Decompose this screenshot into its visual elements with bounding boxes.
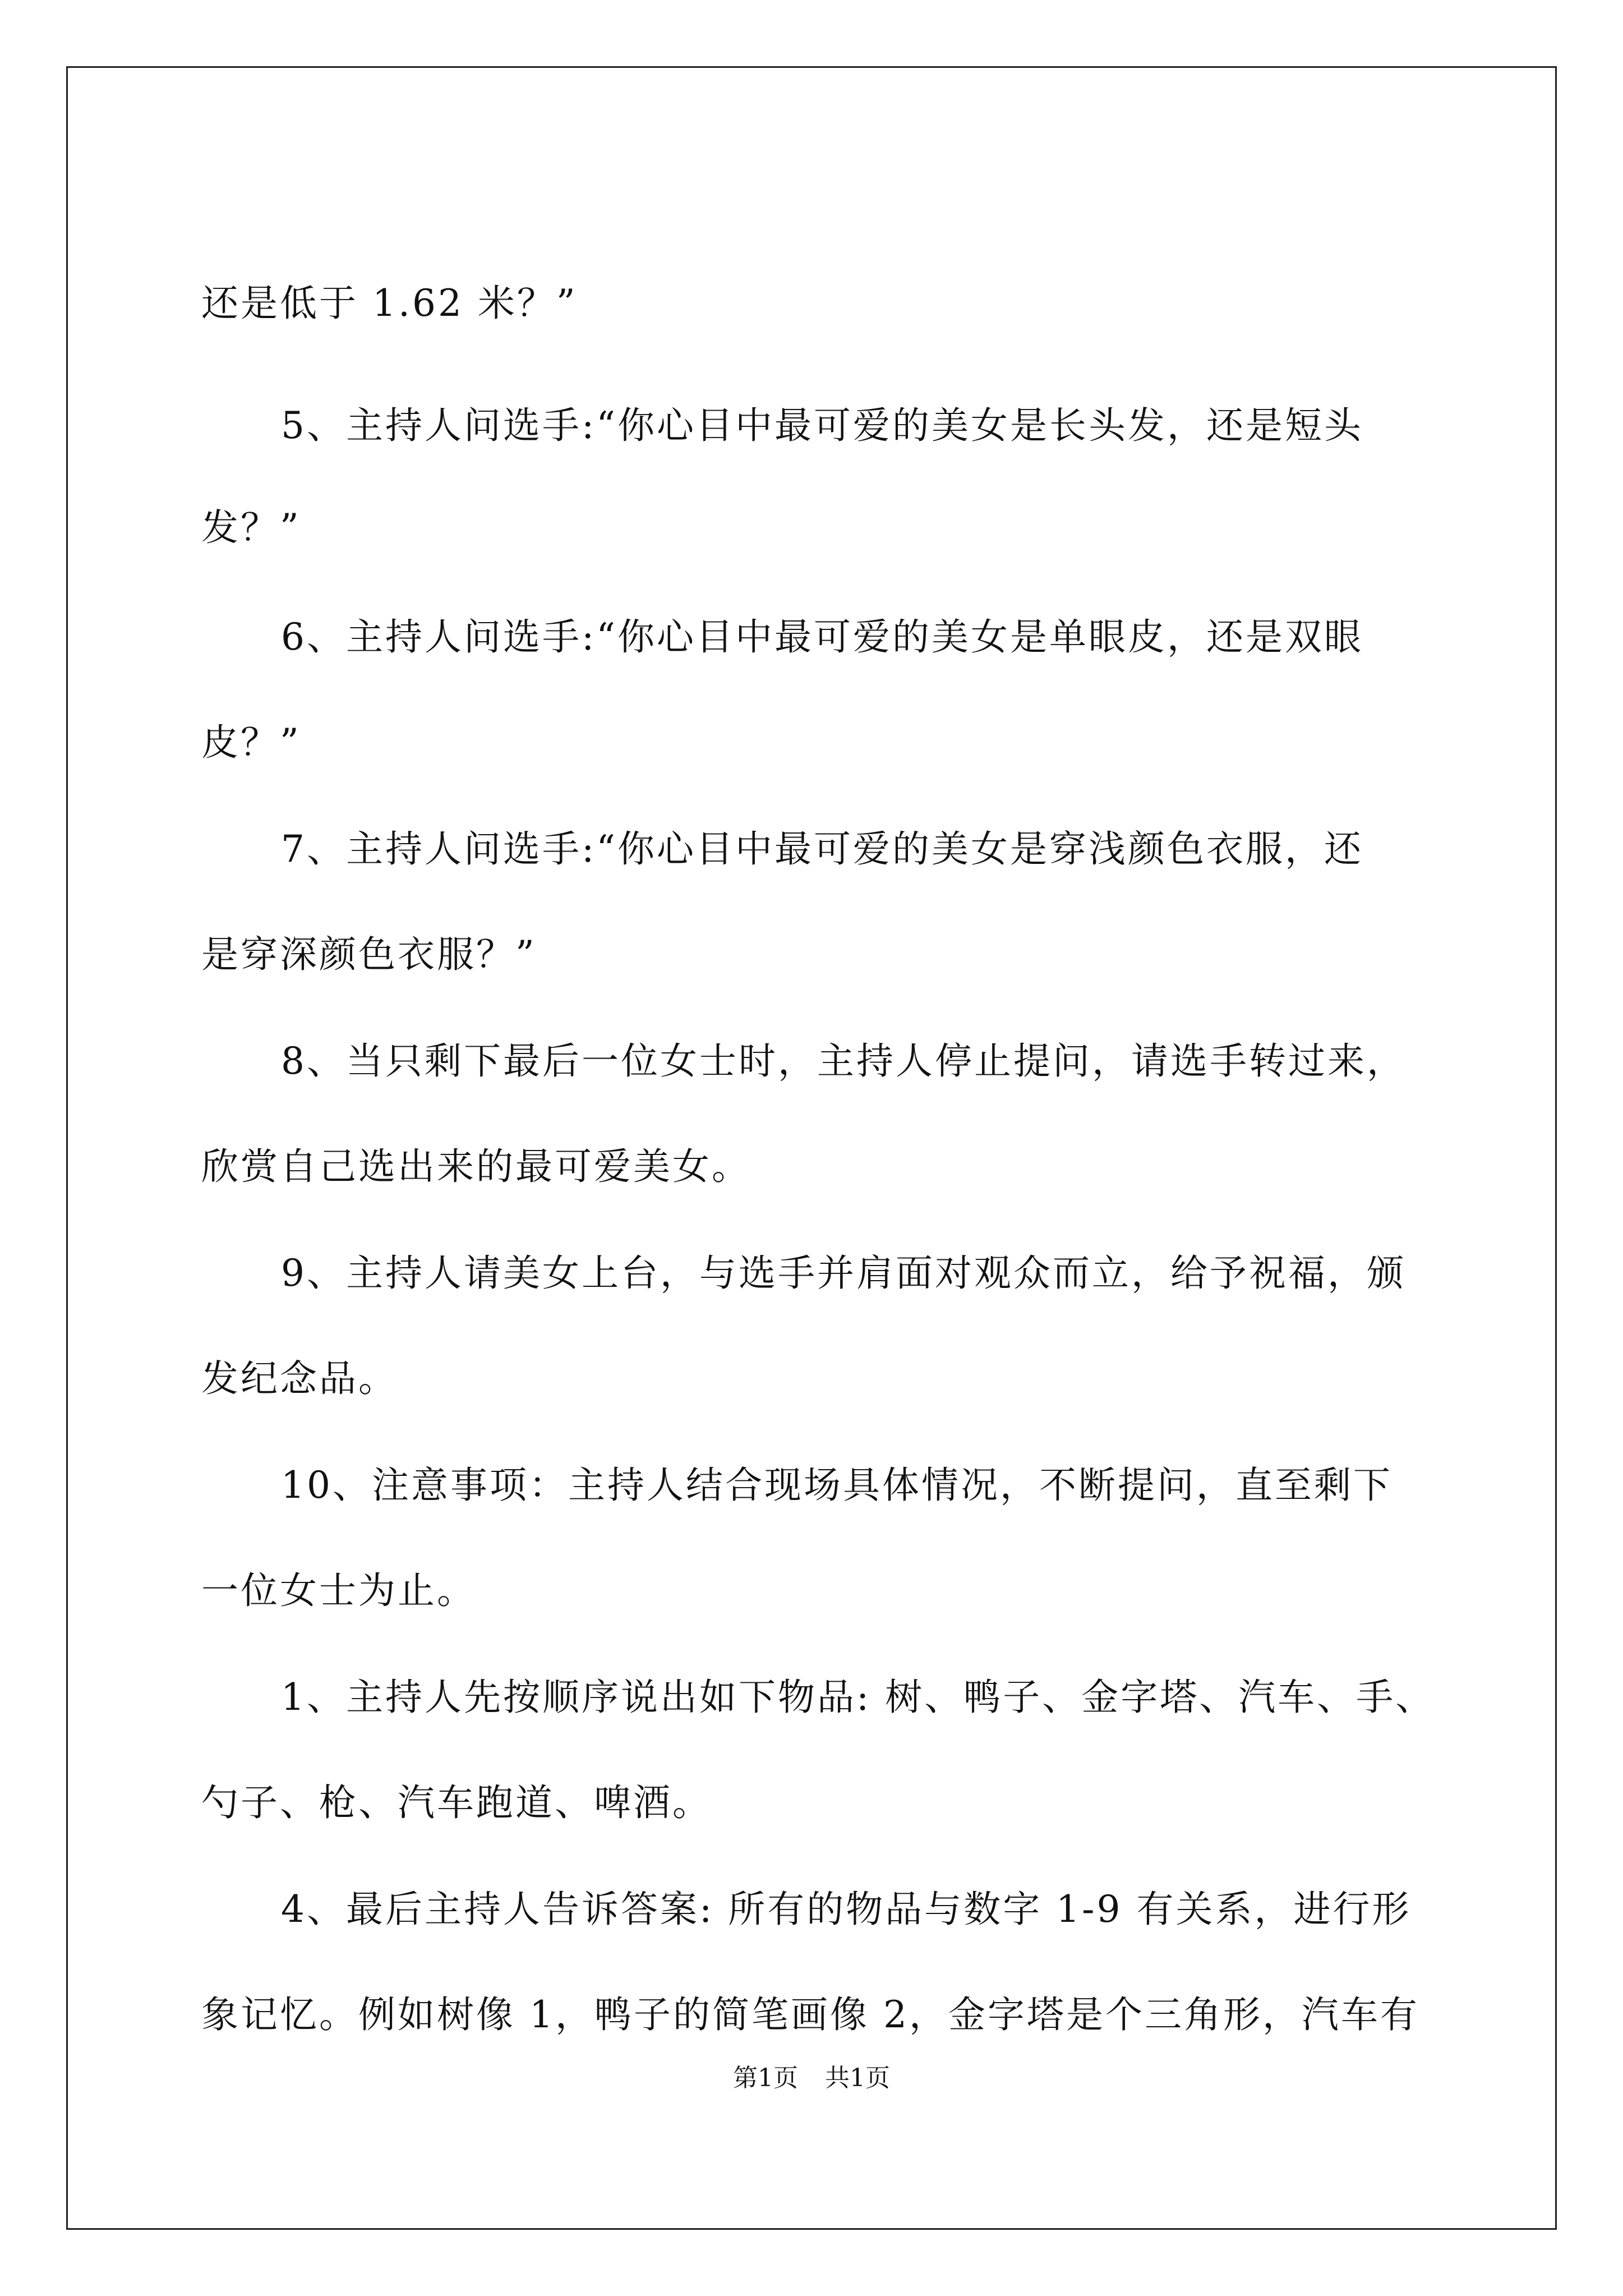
text-line: 欣赏自己选出来的最可爱美女。 xyxy=(201,1145,751,1188)
text-line: 还是低于 1.62 米？” xyxy=(201,282,578,325)
text-line: 1、主持人先按顺序说出如下物品: 树、鸭子、金字塔、汽车、手、 xyxy=(281,1676,1435,1719)
text-line: 是穿深颜色衣服？” xyxy=(201,933,537,976)
document-body xyxy=(201,68,1559,2143)
page-footer xyxy=(0,2059,1623,2098)
text-line: 4、最后主持人告诉答案: 所有的物品与数字 1-9 有关系，进行形 xyxy=(281,1888,1412,1931)
page-number: 第1页 xyxy=(733,2064,798,2092)
text-line: 勺子、枪、汽车跑道、啤酒。 xyxy=(201,1781,712,1824)
text-line: 8、当只剩下最后一位女士时，主持人停止提问，请选手转过来， xyxy=(281,1039,1406,1083)
text-line: 5、主持人问选手:“你心目中最可爱的美女是长头发，还是短头 xyxy=(281,404,1363,447)
text-line: 6、主持人问选手:“你心目中最可爱的美女是单眼皮，还是双眼 xyxy=(281,615,1363,659)
text-line: 10、注意事项：主持人结合现场具体情况，不断提问，直至剩下 xyxy=(281,1464,1393,1507)
text-line: 7、主持人问选手:“你心目中最可爱的美女是穿浅颜色衣服，还 xyxy=(281,827,1363,871)
text-line: 象记忆。例如树像 1，鸭子的简笔画像 2，金字塔是个三角形，汽车有 xyxy=(201,1993,1419,2036)
text-line: 皮？” xyxy=(201,721,301,764)
page-total: 共1页 xyxy=(825,2064,890,2092)
text-line: 9、主持人请美女上台，与选手并肩面对观众而立，给予祝福，颁 xyxy=(281,1251,1406,1295)
text-line: 发？” xyxy=(201,506,301,549)
text-line: 一位女士为止。 xyxy=(201,1569,476,1612)
page-frame xyxy=(66,66,1557,2230)
text-line: 发纪念品。 xyxy=(201,1357,398,1400)
